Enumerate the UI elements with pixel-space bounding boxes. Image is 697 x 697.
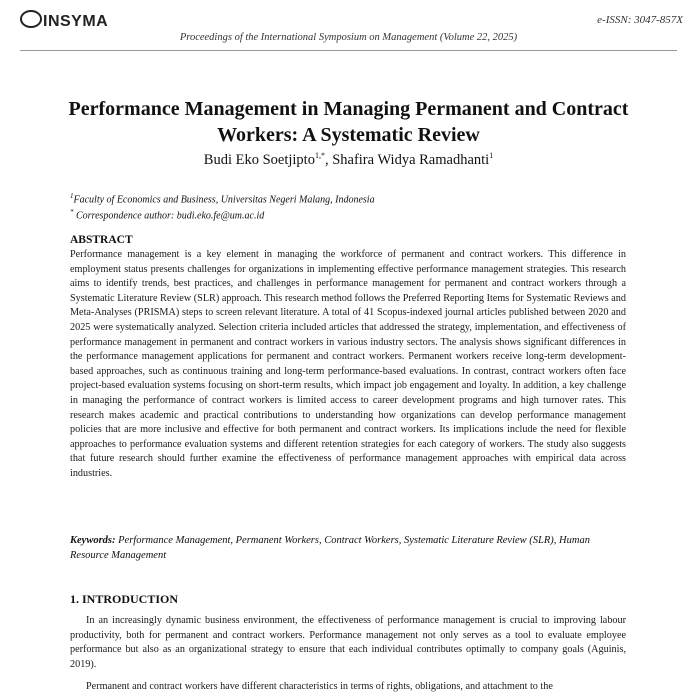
keywords-label: Keywords: bbox=[70, 535, 116, 546]
introduction-paragraph: Permanent and contract workers have different characteristics in terms of rights, obligations, and attachment to the bbox=[86, 681, 553, 692]
affiliation-line bbox=[70, 190, 375, 206]
correspondence-mark: * bbox=[70, 208, 74, 217]
correspondence-line bbox=[70, 206, 375, 222]
author-affiliation-mark: 1,* bbox=[314, 151, 325, 160]
issn-label: e-ISSN: 3047-857X bbox=[597, 14, 683, 26]
correspondence-text: Correspondence author: budi.eko.fe@um.ac.id bbox=[76, 210, 265, 222]
affiliation-mark: 1 bbox=[70, 192, 74, 200]
keywords-section bbox=[70, 534, 626, 563]
author-affiliation-mark: 1 bbox=[489, 151, 494, 160]
author-line bbox=[0, 151, 697, 169]
proceedings-header: Proceedings of the International Symposium on Management (Volume 22, 2025) bbox=[179, 32, 518, 43]
logo-text: INSYMA bbox=[43, 13, 109, 30]
paper-title: Performance Management in Managing Permanent and Contract Workers: A Systematic Review bbox=[68, 98, 629, 146]
journal-logo bbox=[20, 10, 108, 31]
introduction-heading: 1. INTRODUCTION bbox=[70, 592, 179, 606]
abstract-body: Performance management is a key element in managing the workforce of permanent and contract workers. This difference in employment status presents challenges for organizations in implementing effective performance management strategies. This research aims to identify trends, best practices, and challenges in performance management for permanent and contract workers through a Systematic Literature Review (SLR) approach. This research method follows the Preferred Reporting Items for Systematic Reviews and Meta-Analyses (PRISMA) steps to screen relevant literature. A total of 41 Scopus-indexed journal articles published between 2020 and 2025 were systematically analyzed. Selection criteria included articles that addressed the strategy, implementation, and effectiveness of performance management in permanent and contract workers in various industry sectors. The analysis shows significant differences in the performance management applications for permanent and contract workers. Permanent workers receive long-term development-based approaches, such as continuous training and long-term performance-based evaluations. In contrast, contract workers often face project-based evaluation systems focusing on short-term results, which impact job engagement and loyalty. In addition, a key challenge in managing the performance of contract workers is limited access to career development programs and high turnover rates. This research makes academic and practical contributions to understanding how organizations can develop performance management policies that are more inclusive and effective for both permanent and contract workers. Its implications include the need for flexible approaches to performance evaluation systems and different retention strategies for each category of workers. The study also suggests that future research should further examine the effectiveness of performance management approaches with empirical data across industries. bbox=[70, 249, 626, 479]
affiliations bbox=[70, 190, 375, 223]
introduction-paragraph: In an increasingly dynamic business environment, the effectiveness of performance management is crucial to improving labour productivity, both for permanent and contract workers. Performance management not only serves as a tool to evaluate employee performance but also as an organizational strategy to ensure that each individual contributes optimally to company goals (Aguinis, 2019). bbox=[70, 615, 626, 670]
author-name: Shafira Widya Ramadhanti bbox=[332, 151, 490, 168]
header-divider bbox=[20, 50, 677, 51]
affiliation-text: Faculty of Economics and Business, Universitas Negeri Malang, Indonesia bbox=[73, 194, 375, 206]
abstract-heading: ABSTRACT bbox=[70, 234, 133, 246]
logo-mark-icon bbox=[20, 10, 42, 28]
author-name: Budi Eko Soetjipto bbox=[203, 151, 315, 168]
author-separator: , bbox=[324, 151, 333, 168]
keywords-text: Performance Management, Permanent Workers, Contract Workers, Systematic Literature Review (SLR), Human Resource Management bbox=[70, 535, 590, 561]
